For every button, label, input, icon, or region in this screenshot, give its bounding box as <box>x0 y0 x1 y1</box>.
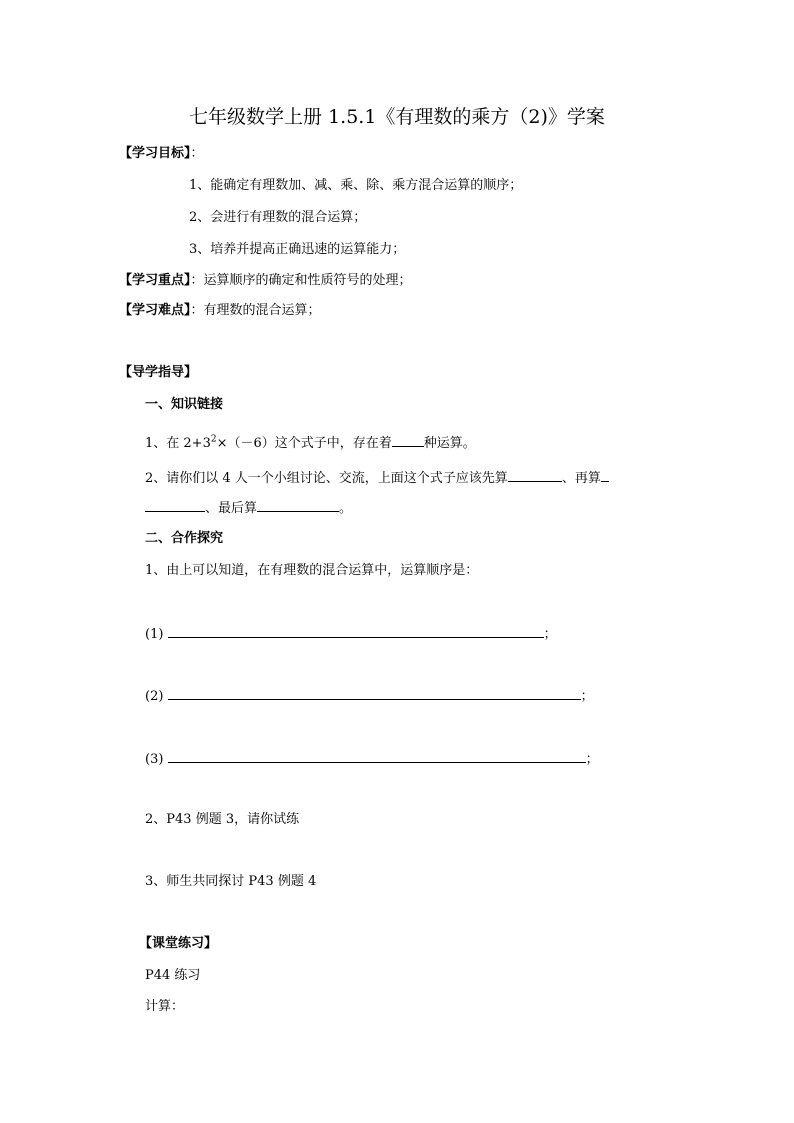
practice-heading: 【课堂练习】 <box>139 936 218 951</box>
q2-end: 。 <box>339 501 353 516</box>
order-item-3-num: (3) <box>145 752 164 767</box>
order-item-1-num: (1) <box>145 627 164 642</box>
question-2 <box>145 468 609 488</box>
q2-blank-first[interactable] <box>508 468 562 482</box>
order-item-3-end: ； <box>585 752 599 767</box>
q2-blank-second-end[interactable] <box>145 498 205 512</box>
q2-cont-suffix: 、最后算 <box>205 501 258 516</box>
section2-item-2: 2、P43 例题 3，请你试练 <box>145 812 300 827</box>
objectives-heading <box>119 145 204 163</box>
practice-calc: 计算： <box>145 999 185 1014</box>
page-title: 七年级数学上册 1.5.1《有理数的乘方（2)》学案 <box>189 106 605 128</box>
order-item-2-num: (2) <box>145 689 164 704</box>
difficulties <box>119 302 321 320</box>
order-item-2-end: ； <box>580 689 594 704</box>
section2-item-1: 1、由上可以知道，在有理数的混合运算中，运算顺序是： <box>145 563 479 578</box>
order-item-3 <box>145 749 599 769</box>
order-item-1-blank[interactable] <box>168 624 544 638</box>
section2-item-3: 3、师生共同探讨 P43 例题 4 <box>145 874 317 889</box>
key-points <box>119 272 412 290</box>
objective-item-3: 3、培养并提高正确迅速的运算能力； <box>189 242 406 257</box>
guide-heading: 【导学指导】 <box>119 365 198 380</box>
objectives-label: 【学习目标】 <box>119 146 191 161</box>
key-points-text: ：运算顺序的确定和性质符号的处理； <box>190 273 412 288</box>
question-2-continued <box>145 498 352 518</box>
order-item-2 <box>145 686 594 706</box>
q2-blank-second-start[interactable] <box>601 468 609 482</box>
order-item-2-blank[interactable] <box>168 686 581 700</box>
order-item-3-blank[interactable] <box>168 749 586 763</box>
q1-middle: ×（－6）这个式子中，存在着 <box>216 436 392 451</box>
q1-prefix: 1、在 2+3 <box>145 436 211 451</box>
section1-heading: 一、知识链接 <box>145 397 224 412</box>
q2-prefix: 2、请你们以 4 人一个小组讨论、交流，上面这个式子应该先算 <box>145 471 508 486</box>
key-points-label: 【学习重点】 <box>119 273 191 288</box>
q2-middle: 、再算 <box>561 471 601 486</box>
q2-blank-third[interactable] <box>257 498 339 512</box>
difficulties-text: ：有理数的混合运算； <box>190 303 321 318</box>
q1-suffix: 种运算。 <box>423 436 476 451</box>
order-item-1-end: ； <box>543 627 557 642</box>
objective-item-1: 1、能确定有理数加、减、乘、除、乘方混合运算的顺序； <box>189 178 523 193</box>
objectives-suffix: ： <box>190 146 204 161</box>
q1-blank[interactable] <box>392 433 424 447</box>
difficulties-label: 【学习难点】 <box>119 303 191 318</box>
question-1 <box>145 433 476 453</box>
practice-item: P44 练习 <box>145 968 201 983</box>
objective-item-2: 2、会进行有理数的混合运算； <box>189 210 367 225</box>
order-item-1 <box>145 624 557 644</box>
section2-heading: 二、合作探究 <box>145 531 224 546</box>
q1-exponent: 2 <box>210 434 217 445</box>
